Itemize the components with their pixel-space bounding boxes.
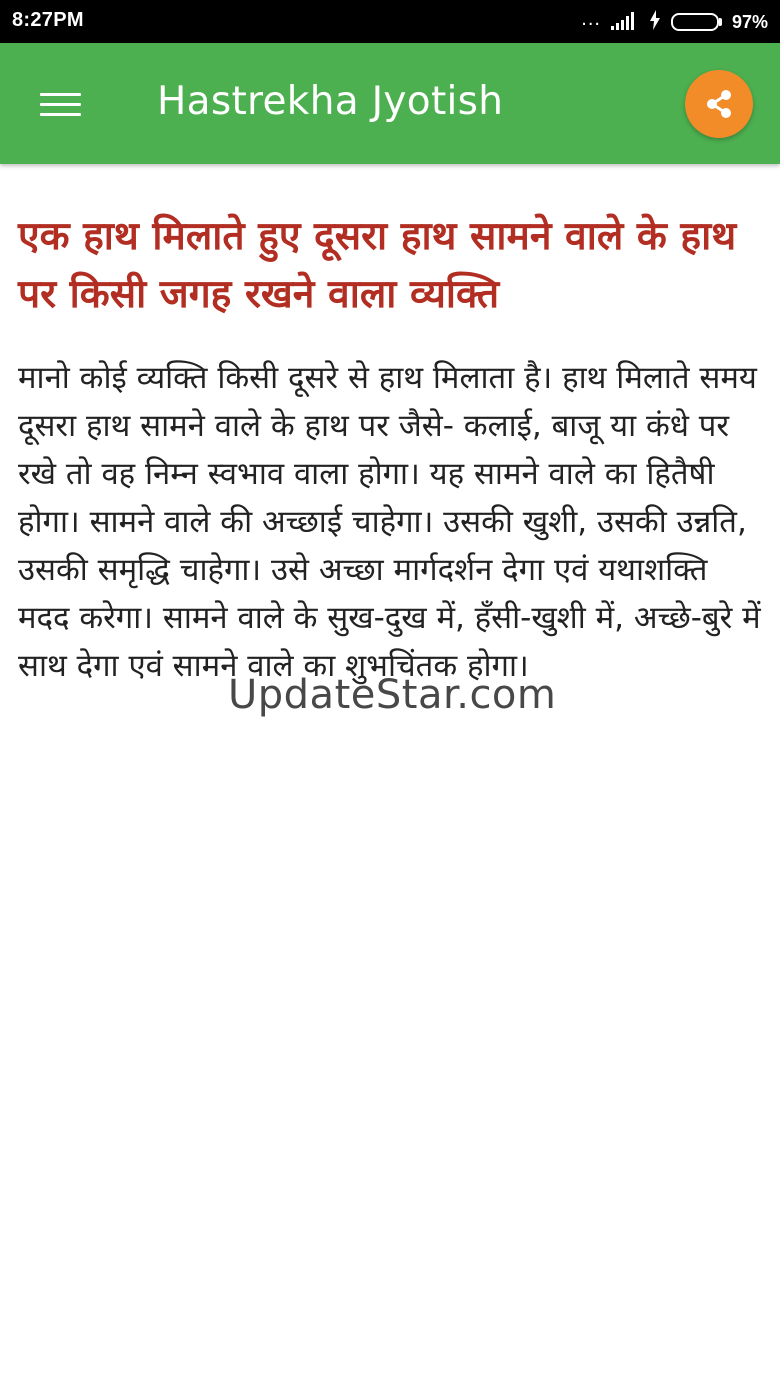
menu-button[interactable] xyxy=(30,80,90,128)
battery-percent: 97% xyxy=(731,11,768,32)
app-bar xyxy=(0,43,780,164)
article-body: मानो कोई व्यक्ति किसी दूसरे से हाथ मिलाता है। हाथ मिलाते समय दूसरा हाथ सामने वाले के हाथ पर जैसे- कलाई, बाजू या कंधे पर रखे तो वह निम्न स्वभाव वाला होगा। यह सामने वाले का हितैषी होगा। सामने वाले की अच्छाई चाहेगा। उसकी खुशी, उसकी उन्नति, उसकी समृद्धि चाहेगा। उसे अच्छा मार्गदर्शन देगा एवं यथाशक्ति मदद करेगा। सामने वाले के सुख-दुख में, हँसी-खुशी में, अच्छे-बुरे में साथ देगा एवं सामने वाले का शुभचिंतक होगा। xyxy=(18,360,761,684)
article-content xyxy=(18,208,762,690)
notification-dots: ... xyxy=(581,8,601,30)
app-title: Hastrekha Jyotish xyxy=(157,79,504,124)
status-icons xyxy=(581,8,768,36)
battery-icon xyxy=(671,13,722,31)
share-icon xyxy=(704,89,734,119)
signal-icon xyxy=(611,10,639,35)
status-bar xyxy=(0,0,780,43)
status-time: 8:27PM xyxy=(12,9,84,31)
article-title: एक हाथ मिलाते हुए दूसरा हाथ सामने वाले के हाथ पर किसी जगह रखने वाला व्यक्ति xyxy=(18,214,737,317)
watermark: UpdateStar.com xyxy=(228,672,557,718)
share-button[interactable] xyxy=(685,70,753,138)
charging-icon xyxy=(649,10,661,35)
